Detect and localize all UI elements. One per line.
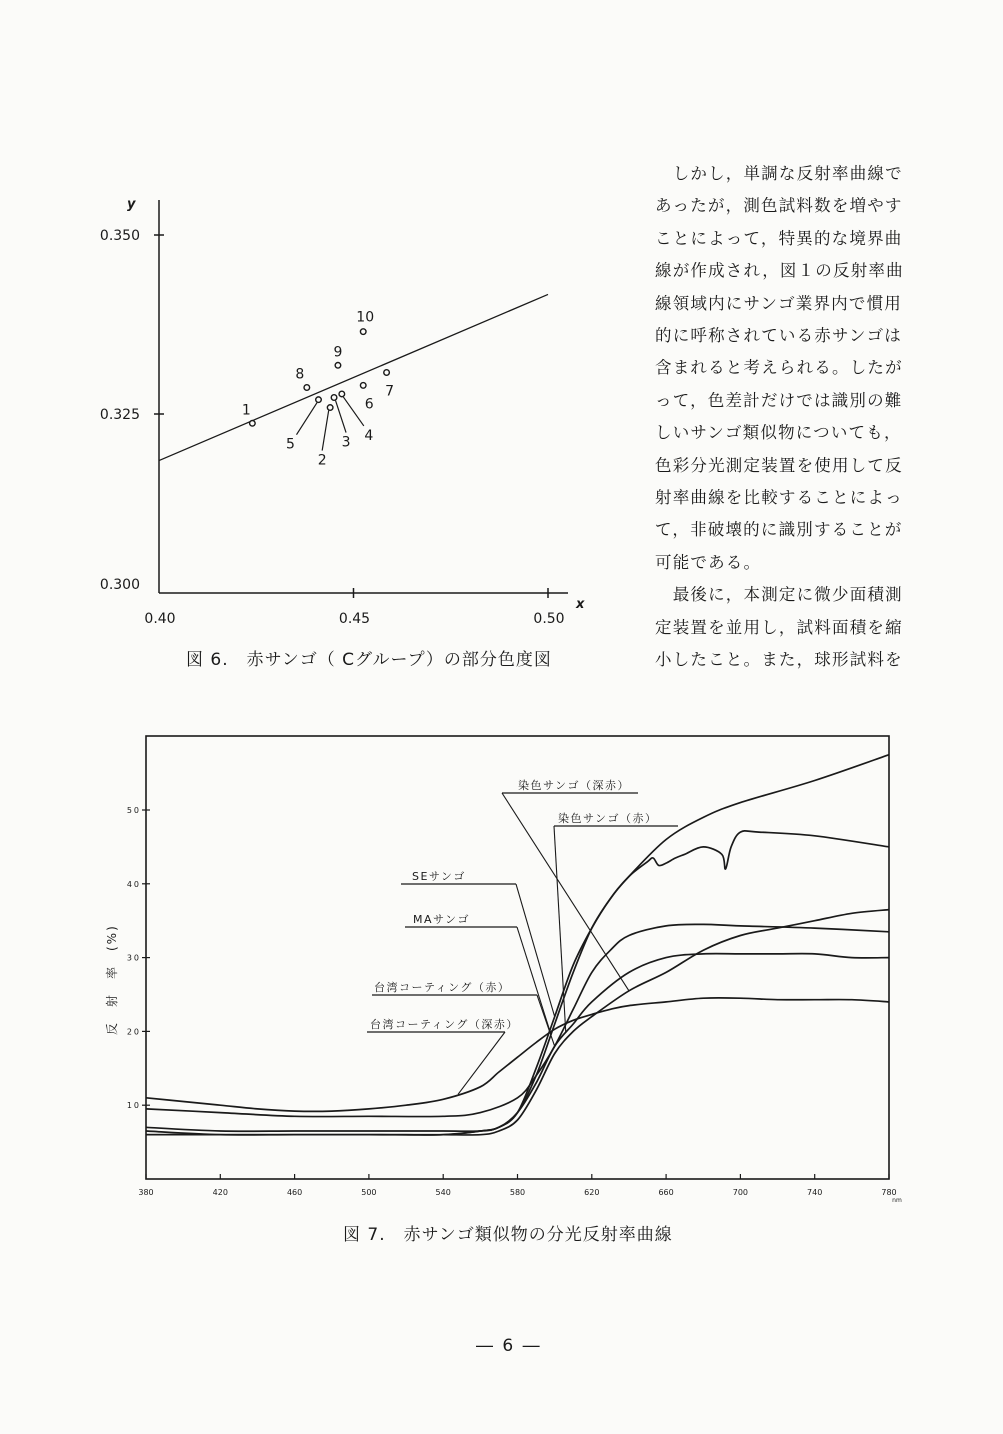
fig6-point-label-7: 7 (385, 383, 395, 400)
fig7-x-tick-label: 460 (286, 1188, 303, 1197)
figure-7-caption: 図 7. 赤サンゴ類似物の分光反射率曲線 (343, 1225, 673, 1245)
fig7-series-line-6 (146, 998, 889, 1112)
fig7-x-tick-label: 580 (509, 1188, 526, 1197)
fig7-x-tick-label: 660 (658, 1188, 674, 1197)
body-text-line: 的に呼称されている赤サンゴは (655, 326, 902, 346)
fig7-y-tick-label: 50 (126, 806, 141, 815)
fig7-series-line-4 (146, 755, 889, 1135)
fig7-y-tick-label: 40 (126, 879, 141, 889)
fig6-point-label-4: 4 (364, 427, 374, 444)
fig6-y-tick-label: 0.300 (99, 577, 140, 593)
fig7-x-tick-label: 380 (138, 1188, 154, 1197)
fig7-y-axis-label: 反 射 率 (%) (105, 924, 119, 1035)
body-text-line: 可能である。 (655, 552, 762, 572)
fig6-point-label-9: 9 (333, 344, 343, 361)
body-text-line: 色彩分光測定装置を使用して反 (655, 455, 903, 475)
fig7-series-lines (146, 755, 889, 1135)
fig7-x-tick-label: 740 (807, 1188, 823, 1197)
fig6-point-label-8: 8 (295, 366, 305, 383)
fig7-series-labels (367, 778, 678, 1094)
fig7-leader-line-6 (458, 1032, 505, 1094)
fig7-leader-line-5 (537, 995, 555, 1046)
fig7-x-tick-label: 780 (881, 1188, 897, 1197)
fig7-series-label-3: SEサンゴ (412, 870, 466, 883)
fig7-series-label-6: 台湾コーティング（深赤） (370, 1018, 519, 1031)
body-text-line: しいサンゴ類似物についても， (655, 423, 902, 443)
fig7-leader-line-4 (517, 927, 551, 1034)
body-text-line: あったが，測色試料数を増やす (655, 196, 903, 216)
fig7-x-tick-label: 540 (435, 1188, 451, 1197)
fig7-series-line-3 (146, 831, 889, 1131)
fig7-y-tick-label: 30 (126, 953, 141, 963)
fig7-series-label-2: 染色サンゴ（赤） (558, 812, 658, 825)
fig7-leader-line-3 (516, 884, 555, 1017)
body-text-line: しかし，単調な反射率曲線で (655, 164, 903, 183)
body-text-line: 射率曲線を比較することによっ (655, 488, 903, 508)
fig7-x-tick-label: 420 (212, 1188, 228, 1197)
fig6-x-tick-label: 0.50 (533, 611, 565, 627)
fig6-point-label-1: 1 (241, 402, 251, 419)
fig6-point-label-6: 6 (364, 396, 374, 413)
body-text-line: 含まれると考えられる。したが (655, 358, 903, 378)
fig7-series-line-2 (146, 954, 889, 1135)
fig6-x-tick-label: 0.45 (338, 611, 371, 627)
body-text-line: ことによって，特異的な境界曲 (655, 228, 903, 248)
fig6-point-label-3: 3 (341, 434, 351, 451)
fig6-point-label-5: 5 (286, 436, 295, 453)
fig6-x-axis-label: x (576, 597, 585, 612)
fig6-y-axis-label: y (127, 197, 136, 212)
fig6-x-tick-label: 0.40 (144, 611, 176, 627)
fig6-point-label-2: 2 (317, 452, 327, 469)
fig7-x-tick-label: 500 (361, 1188, 377, 1197)
fig6-point-label-10: 10 (356, 309, 375, 326)
fig7-tick-labels (127, 806, 897, 1197)
body-text-line: 線領域内にサンゴ業界内で慣用 (655, 293, 902, 313)
body-text-line: 小したこと。また，球形試料を (655, 650, 903, 670)
fig7-x-unit: nm (892, 1197, 902, 1204)
fig7-series-label-5: 台湾コーティング（赤） (374, 981, 511, 994)
body-text-line: 最後に，本測定に微少面積測 (655, 585, 903, 605)
body-text-line: 線が作成され，図１の反射率曲 (655, 261, 904, 281)
fig7-x-tick-label: 700 (732, 1188, 749, 1197)
body-text-line: って，色差計だけでは識別の難 (655, 390, 903, 410)
fig7-series-label-1: 染色サンゴ（深赤） (518, 779, 630, 792)
figure-6-caption: 図 6. 赤サンゴ（ Cグループ）の部分色度図 (186, 650, 552, 670)
fig7-series-label-4: MAサンゴ (413, 913, 470, 926)
body-text-line: 定装置を並用し，試料面積を縮 (655, 617, 903, 637)
page-number: ― 6 ― (476, 1336, 542, 1356)
fig7-x-tick-label: 620 (584, 1188, 600, 1197)
body-text-line: て，非破壊的に識別することが (655, 520, 903, 540)
fig6-y-tick-label: 0.350 (99, 228, 140, 244)
fig7-y-tick-label: 20 (126, 1027, 141, 1037)
fig6-y-tick-label: 0.325 (99, 407, 140, 423)
fig7-y-tick-label: 10 (126, 1101, 141, 1111)
